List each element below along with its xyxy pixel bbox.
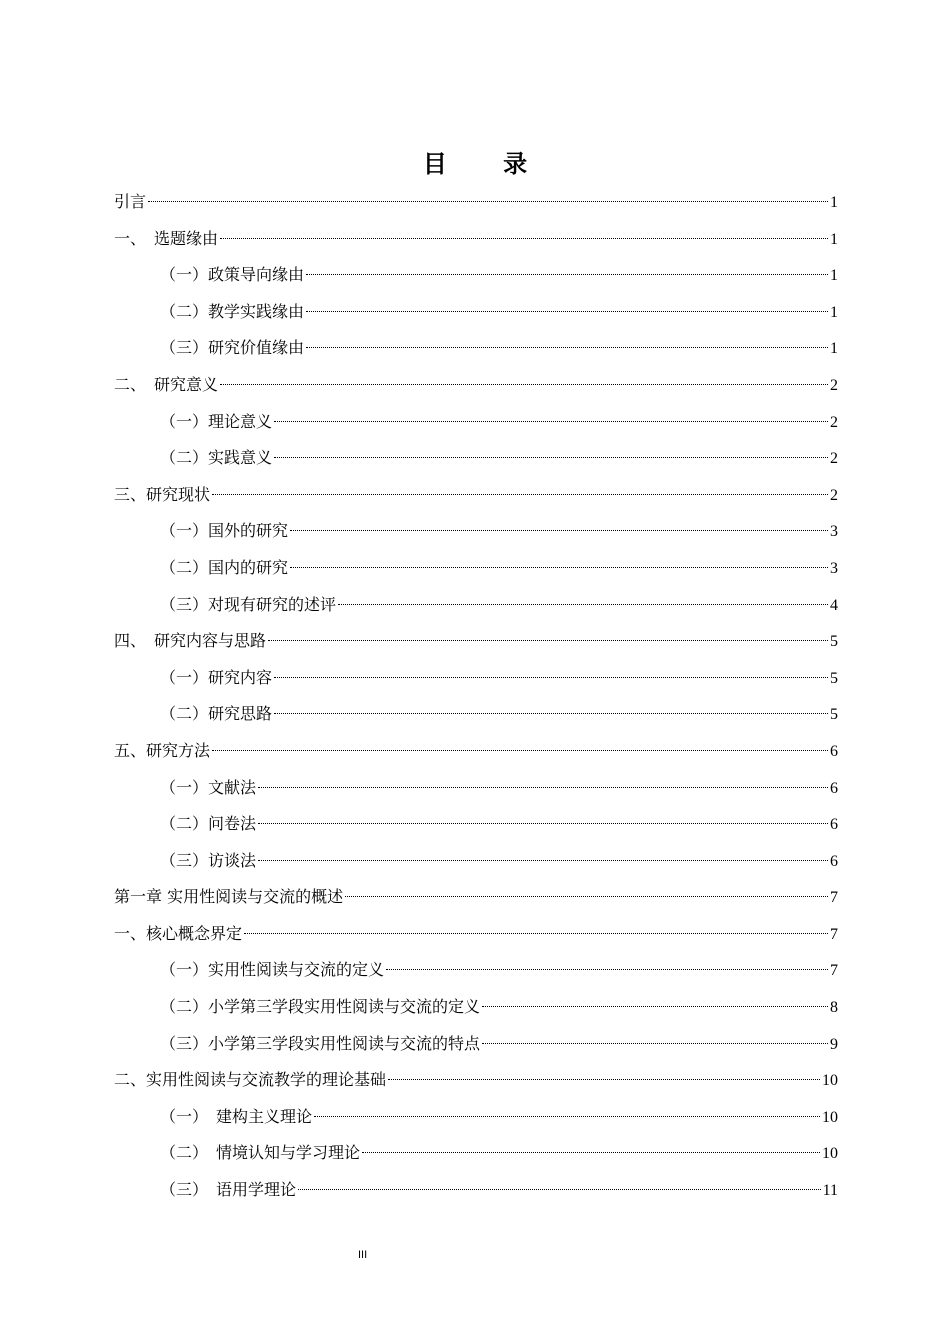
toc-entry-page-number: 1 — [830, 194, 838, 211]
toc-entry-page-number: 8 — [830, 999, 838, 1017]
toc-entry-page-number: 11 — [822, 1182, 838, 1200]
toc-dot-leader — [345, 896, 828, 897]
toc-entry-title: 引言 — [114, 192, 147, 211]
toc-dot-leader — [212, 750, 828, 751]
toc-dot-leader — [220, 238, 828, 239]
toc-entry-page-number: 6 — [830, 779, 838, 797]
toc-entry[interactable] — [114, 623, 838, 660]
table-of-contents — [114, 184, 838, 1209]
toc-entry-title: （三）研究价值缘由 — [160, 338, 305, 358]
toc-entry-page-number: 10 — [822, 1145, 838, 1163]
toc-entry-title: （二）小学第三学段实用性阅读与交流的定义 — [160, 997, 481, 1017]
toc-dot-leader — [274, 421, 828, 422]
toc-entry-page-number: 1 — [830, 303, 838, 321]
toc-dot-leader — [482, 1006, 828, 1007]
toc-entry[interactable] — [114, 733, 838, 770]
toc-entry-title: （二） 情境认知与学习理论 — [160, 1143, 361, 1163]
toc-entry-title: （二）研究思路 — [160, 704, 273, 724]
toc-entry-page-number: 5 — [830, 669, 838, 687]
toc-entry[interactable] — [114, 843, 838, 880]
toc-entry-title: （一）文献法 — [160, 777, 257, 797]
toc-entry-page-number: 3 — [830, 559, 838, 577]
toc-dot-leader — [148, 201, 828, 202]
toc-entry-title: 二、 研究意义 — [114, 374, 219, 394]
toc-entry[interactable] — [114, 806, 838, 843]
toc-dot-leader — [314, 1116, 820, 1117]
toc-entry-page-number: 1 — [830, 340, 838, 358]
toc-dot-leader — [388, 1079, 820, 1080]
page-number-footer: III — [358, 1249, 368, 1261]
toc-entry-title: 第一章 实用性阅读与交流的概述 — [114, 887, 344, 907]
toc-entry-page-number: 2 — [830, 450, 838, 468]
toc-entry-page-number: 9 — [830, 1035, 838, 1053]
toc-dot-leader — [274, 457, 828, 458]
toc-entry-title: 一、 选题缘由 — [114, 228, 219, 248]
toc-entry[interactable] — [114, 879, 838, 916]
toc-dot-leader — [268, 640, 828, 641]
toc-entry-title: （一）实用性阅读与交流的定义 — [160, 960, 385, 980]
toc-entry[interactable] — [114, 952, 838, 989]
toc-entry-title: （一）政策导向缘由 — [160, 265, 305, 285]
toc-entry[interactable] — [114, 330, 838, 367]
toc-entry[interactable] — [114, 513, 838, 550]
page-title: 目 录 — [422, 150, 552, 178]
toc-dot-leader — [258, 823, 828, 824]
toc-entry[interactable] — [114, 184, 838, 221]
toc-entry-page-number: 2 — [830, 486, 838, 504]
toc-dot-leader — [386, 969, 828, 970]
toc-entry-page-number: 2 — [830, 413, 838, 431]
toc-entry-page-number: 10 — [822, 1108, 838, 1126]
toc-entry[interactable] — [114, 477, 838, 514]
toc-entry[interactable] — [114, 1135, 838, 1172]
toc-dot-leader — [258, 860, 828, 861]
toc-entry-title: 二、实用性阅读与交流教学的理论基础 — [114, 1070, 387, 1090]
toc-entry-title: （一） 建构主义理论 — [160, 1106, 313, 1126]
toc-dot-leader — [482, 1043, 828, 1044]
toc-entry-page-number: 10 — [822, 1072, 838, 1090]
toc-entry[interactable] — [114, 367, 838, 404]
toc-entry-title: （三）对现有研究的述评 — [160, 594, 337, 614]
toc-entry[interactable] — [114, 660, 838, 697]
toc-dot-leader — [290, 530, 828, 531]
toc-entry-title: （二）教学实践缘由 — [160, 301, 305, 321]
toc-dot-leader — [306, 311, 828, 312]
toc-entry-title: （二）问卷法 — [160, 814, 257, 834]
toc-entry-page-number: 1 — [830, 230, 838, 248]
toc-entry[interactable] — [114, 1026, 838, 1063]
toc-entry[interactable] — [114, 221, 838, 258]
toc-entry-title: （三）小学第三学段实用性阅读与交流的特点 — [160, 1033, 481, 1053]
toc-entry[interactable] — [114, 294, 838, 331]
toc-dot-leader — [298, 1189, 821, 1190]
toc-dot-leader — [258, 787, 828, 788]
toc-entry[interactable] — [114, 1172, 838, 1209]
toc-entry-title: 一、核心概念界定 — [114, 923, 243, 943]
toc-entry-title: （一）理论意义 — [160, 411, 273, 431]
toc-entry-title: （三）访谈法 — [160, 850, 257, 870]
toc-entry-title: 四、 研究内容与思路 — [114, 631, 267, 651]
toc-entry[interactable] — [114, 1099, 838, 1136]
toc-entry-page-number: 6 — [830, 742, 838, 760]
toc-entry[interactable] — [114, 916, 838, 953]
toc-entry-title: 五、研究方法 — [114, 740, 211, 760]
toc-entry-page-number: 7 — [830, 925, 838, 943]
toc-entry[interactable] — [114, 1062, 838, 1099]
toc-dot-leader — [338, 604, 828, 605]
toc-entry-page-number: 6 — [830, 852, 838, 870]
toc-entry-title: （一）国外的研究 — [160, 521, 289, 541]
toc-entry[interactable] — [114, 404, 838, 441]
toc-entry[interactable] — [114, 587, 838, 624]
toc-entry[interactable] — [114, 989, 838, 1026]
toc-entry-page-number: 5 — [830, 633, 838, 651]
toc-entry-page-number: 2 — [830, 376, 838, 394]
toc-dot-leader — [362, 1152, 820, 1153]
toc-entry[interactable] — [114, 770, 838, 807]
toc-entry-title: 三、研究现状 — [114, 484, 211, 504]
toc-entry[interactable] — [114, 696, 838, 733]
toc-entry-page-number: 1 — [830, 267, 838, 285]
toc-entry[interactable] — [114, 257, 838, 294]
toc-dot-leader — [274, 713, 828, 714]
toc-entry-page-number: 3 — [830, 523, 838, 541]
toc-entry-page-number: 6 — [830, 816, 838, 834]
toc-entry-page-number: 5 — [830, 706, 838, 724]
toc-entry-title: （二）国内的研究 — [160, 557, 289, 577]
toc-entry-title: （二）实践意义 — [160, 448, 273, 468]
toc-dot-leader — [306, 347, 828, 348]
toc-dot-leader — [244, 933, 828, 934]
toc-entry-page-number: 7 — [830, 962, 838, 980]
toc-entry-page-number: 4 — [830, 596, 838, 614]
toc-dot-leader — [220, 384, 828, 385]
toc-entry[interactable] — [114, 550, 838, 587]
toc-dot-leader — [290, 567, 828, 568]
toc-dot-leader — [306, 274, 828, 275]
toc-entry-page-number: 7 — [830, 889, 838, 907]
toc-dot-leader — [274, 677, 828, 678]
toc-entry-title: （三） 语用学理论 — [160, 1180, 297, 1200]
toc-dot-leader — [212, 494, 828, 495]
toc-entry[interactable] — [114, 440, 838, 477]
toc-entry-title: （一）研究内容 — [160, 667, 273, 687]
